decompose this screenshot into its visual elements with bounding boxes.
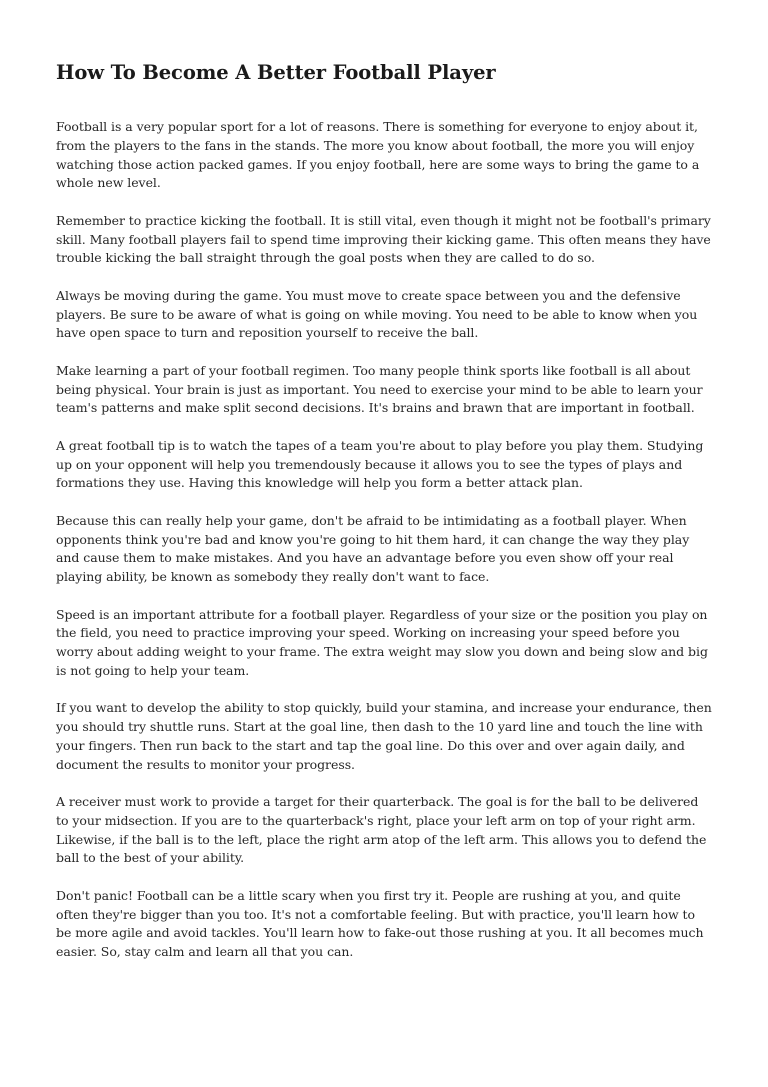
paragraph: A great football tip is to watch the tapes of a team you're about to play before you play them. Studying up on your opponent will help you tremendously because it allows you to see the types of plays and formations they use. Having this knowledge will help you form a better attack plan. — [56, 437, 704, 491]
paragraph: Speed is an important attribute for a football player. Regardless of your size or the position you play on the field, you need to practice improving your speed. Working on increasing your speed before you worry about adding weight to your frame. The extra weight may slow you down and being slow and big is not going to help your team. — [56, 606, 708, 678]
paragraph: Always be moving during the game. You must move to create space between you and the defensive players. Be sure to be aware of what is going on while moving. You need to be able to know when you have open space to turn and reposition yourself to receive the ball. — [56, 287, 698, 341]
paragraph: Remember to practice kicking the football. It is still vital, even though it might not be football's primary skill. Many football players fail to spend time improving their kicking game. This often means they have trouble kicking the ball straight through the goal posts when they are called to do so. — [56, 212, 711, 266]
paragraph: A receiver must work to provide a target for their quarterback. The goal is for the ball to be delivered to your midsection. If you are to the quarterback's right, place your left arm on top of your right arm. Likewise, if the ball is to the left, place the right arm atop of the left arm. This allows you to defend the ball to the best of your ability. — [56, 794, 707, 866]
document-title: How To Become A Better Football Player — [56, 61, 496, 84]
paragraph: Because this can really help your game, don't be afraid to be intimidating as a football player. When opponents think you're bad and know you're going to hit them hard, it can change the way they play and cause them to make mistakes. And you have an advantage before you even show off your real playing ability, be known as somebody they really don't want to face. — [56, 512, 690, 585]
paragraph: If you want to develop the ability to stop quickly, build your stamina, and increase your endurance, then you should try shuttle runs. Start at the goal line, then dash to the 10 yard line and touch the line with your fingers. Then run back to the start and tap the goal line. Do this over and over again daily, and document the results to monitor your progress. — [56, 700, 712, 772]
paragraph: Don't panic! Football can be a little scary when you first try it. People are rushing at you, and quite often they're bigger than you too. It's not a comfortable feeling. But with practice, you'll learn how to be more agile and avoid tackles. You'll learn how to fake-out those rushing at you. It all becomes much easier. So, stay calm and learn all that you can. — [56, 887, 704, 960]
paragraph: Football is a very popular sport for a lot of reasons. There is something for everyone to enjoy about it, from the players to the fans in the stands. The more you know about football, the more you will enjoy watching those action packed games. If you enjoy football, here are some ways to bring the game to a whole new level. — [56, 119, 700, 191]
paragraph: Make learning a part of your football regimen. Too many people think sports like football is all about being physical. Your brain is just as important. You need to exercise your mind to be able to learn your team's patterns and make split second decisions. It's brains and brawn that are important in football. — [56, 362, 703, 416]
